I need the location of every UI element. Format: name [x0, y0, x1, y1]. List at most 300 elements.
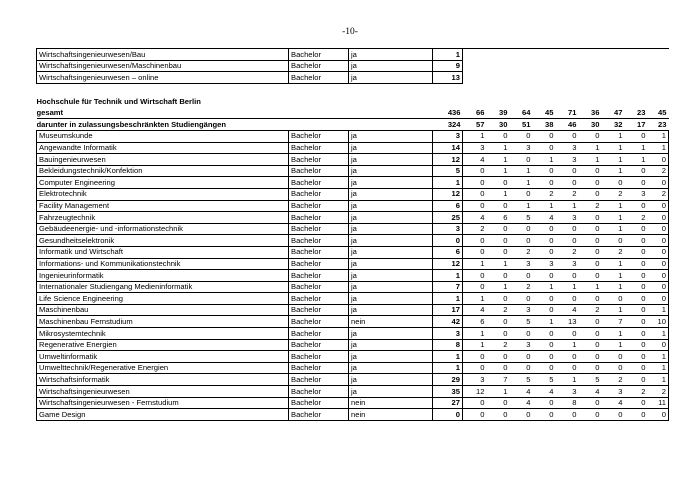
value-cell: 0 — [648, 246, 669, 258]
value-cell: 0 — [625, 130, 648, 142]
degree: Bachelor — [289, 258, 349, 270]
value-cell: 1 — [648, 130, 669, 142]
degree: Bachelor — [289, 409, 349, 421]
value-cell: 0 — [463, 200, 487, 212]
value-cell: 0 — [579, 246, 602, 258]
value-cell: 6 — [463, 316, 487, 328]
value-cell: 0 — [579, 188, 602, 200]
value-cell: 0 — [602, 409, 625, 421]
restricted-total: 324 — [433, 119, 463, 131]
value-cell: 0 — [579, 339, 602, 351]
restricted-value: 30 — [579, 119, 602, 131]
total: 1 — [433, 270, 463, 282]
value-cell: 0 — [556, 270, 579, 282]
value-cell: 4 — [510, 386, 533, 398]
restricted-flag: nein — [349, 397, 433, 409]
value-cell: 0 — [510, 293, 533, 305]
value-cell: 0 — [625, 165, 648, 177]
total: 8 — [433, 339, 463, 351]
value-cell: 2 — [602, 246, 625, 258]
gesamt-value: 45 — [648, 108, 669, 119]
restricted-flag: ja — [349, 304, 433, 316]
value-cell: 0 — [625, 246, 648, 258]
value-cell: 2 — [579, 304, 602, 316]
program-name: Game Design — [37, 409, 289, 421]
total: 5 — [433, 165, 463, 177]
total: 42 — [433, 316, 463, 328]
degree: Bachelor — [289, 386, 349, 398]
value-cell: 0 — [625, 223, 648, 235]
degree: Bachelor — [289, 235, 349, 247]
value-cell: 4 — [463, 304, 487, 316]
value-cell: 0 — [579, 212, 602, 224]
value-cell: 0 — [579, 258, 602, 270]
value-cell: 0 — [648, 409, 669, 421]
table-row — [37, 235, 669, 247]
table-row — [37, 258, 669, 270]
total: 1 — [433, 351, 463, 363]
program-name: Wirtschaftsingenieurwesen/Maschinenbau — [37, 60, 289, 72]
restricted-flag: ja — [349, 130, 433, 142]
value-cell: 4 — [556, 304, 579, 316]
value-cell: 0 — [487, 409, 510, 421]
empty-cell — [463, 49, 669, 61]
value-cell: 2 — [556, 246, 579, 258]
total: 0 — [433, 235, 463, 247]
value-cell: 0 — [463, 165, 487, 177]
value-cell: 12 — [463, 386, 487, 398]
value-cell: 3 — [602, 386, 625, 398]
program-name: Ingenieurinformatik — [37, 270, 289, 282]
program-name: Fahrzeugtechnik — [37, 212, 289, 224]
table-row — [37, 362, 669, 374]
restricted-flag: ja — [349, 246, 433, 258]
total: 13 — [433, 72, 463, 84]
value-cell: 10 — [648, 316, 669, 328]
degree: Bachelor — [289, 270, 349, 282]
value-cell: 0 — [625, 374, 648, 386]
table-row — [37, 154, 669, 166]
restricted-flag: ja — [349, 258, 433, 270]
value-cell: 0 — [487, 397, 510, 409]
table-row — [37, 281, 669, 293]
total: 1 — [433, 362, 463, 374]
value-cell: 1 — [487, 142, 510, 154]
value-cell: 0 — [487, 246, 510, 258]
restricted-value: 46 — [556, 119, 579, 131]
value-cell: 0 — [533, 165, 556, 177]
empty-cell — [463, 72, 669, 84]
value-cell: 0 — [579, 130, 602, 142]
gesamt-row — [37, 108, 669, 119]
value-cell: 1 — [533, 200, 556, 212]
table-row — [37, 72, 669, 84]
restricted-flag: nein — [349, 316, 433, 328]
value-cell: 1 — [602, 165, 625, 177]
value-cell: 0 — [625, 281, 648, 293]
restricted-value: 32 — [602, 119, 625, 131]
value-cell: 0 — [625, 409, 648, 421]
value-cell: 0 — [579, 235, 602, 247]
value-cell: 0 — [487, 177, 510, 189]
degree: Bachelor — [289, 304, 349, 316]
total: 1 — [433, 49, 463, 61]
program-name: Wirtschaftsingenieurwesen – online — [37, 72, 289, 84]
total: 6 — [433, 246, 463, 258]
program-name: Mikrosystemtechnik — [37, 328, 289, 340]
value-cell: 1 — [579, 154, 602, 166]
value-cell: 0 — [579, 270, 602, 282]
program-name: Maschinenbau — [37, 304, 289, 316]
table-row — [37, 328, 669, 340]
value-cell: 4 — [463, 212, 487, 224]
degree: Bachelor — [289, 339, 349, 351]
restricted-label: darunter in zulassungsbeschränkten Studiengängen — [37, 119, 433, 131]
value-cell: 0 — [510, 188, 533, 200]
degree: Bachelor — [289, 177, 349, 189]
value-cell: 0 — [463, 351, 487, 363]
value-cell: 0 — [648, 270, 669, 282]
table-row — [37, 130, 669, 142]
value-cell: 0 — [579, 351, 602, 363]
value-cell: 0 — [487, 316, 510, 328]
degree: Bachelor — [289, 212, 349, 224]
total: 3 — [433, 328, 463, 340]
degree: Bachelor — [289, 223, 349, 235]
empty-cell — [463, 60, 669, 72]
table-row — [37, 374, 669, 386]
degree: Bachelor — [289, 154, 349, 166]
value-cell: 1 — [602, 223, 625, 235]
value-cell: 1 — [487, 386, 510, 398]
value-cell: 0 — [625, 270, 648, 282]
value-cell: 0 — [556, 351, 579, 363]
value-cell: 0 — [625, 351, 648, 363]
value-cell: 1 — [463, 258, 487, 270]
value-cell: 0 — [579, 328, 602, 340]
value-cell: 0 — [625, 200, 648, 212]
restricted-flag: ja — [349, 386, 433, 398]
value-cell: 1 — [533, 316, 556, 328]
value-cell: 3 — [510, 142, 533, 154]
value-cell: 0 — [510, 328, 533, 340]
value-cell: 1 — [463, 328, 487, 340]
table-row — [37, 60, 669, 72]
restricted-flag: ja — [349, 212, 433, 224]
value-cell: 0 — [625, 293, 648, 305]
value-cell: 0 — [648, 223, 669, 235]
value-cell: 0 — [579, 316, 602, 328]
total: 35 — [433, 386, 463, 398]
value-cell: 2 — [579, 200, 602, 212]
value-cell: 0 — [648, 212, 669, 224]
institution-name: Hochschule für Technik und Wirtschaft Berlin — [36, 96, 201, 106]
degree: Bachelor — [289, 374, 349, 386]
program-name: Computer Engineering — [37, 177, 289, 189]
value-cell: 2 — [625, 386, 648, 398]
value-cell: 0 — [487, 328, 510, 340]
value-cell: 13 — [556, 316, 579, 328]
value-cell: 2 — [533, 188, 556, 200]
program-name: Regenerative Energien — [37, 339, 289, 351]
total: 3 — [433, 130, 463, 142]
value-cell: 0 — [463, 270, 487, 282]
value-cell: 1 — [602, 142, 625, 154]
total: 14 — [433, 142, 463, 154]
value-cell: 0 — [463, 362, 487, 374]
value-cell: 1 — [648, 362, 669, 374]
value-cell: 2 — [648, 165, 669, 177]
value-cell: 0 — [648, 339, 669, 351]
value-cell: 7 — [487, 374, 510, 386]
value-cell: 8 — [556, 397, 579, 409]
value-cell: 4 — [602, 397, 625, 409]
value-cell: 3 — [556, 154, 579, 166]
value-cell: 0 — [556, 293, 579, 305]
degree: Bachelor — [289, 351, 349, 363]
degree: Bachelor — [289, 142, 349, 154]
value-cell: 0 — [602, 362, 625, 374]
restricted-flag: ja — [349, 72, 433, 84]
value-cell: 1 — [533, 154, 556, 166]
total: 12 — [433, 188, 463, 200]
restricted-flag: ja — [349, 281, 433, 293]
value-cell: 0 — [487, 270, 510, 282]
value-cell: 0 — [533, 397, 556, 409]
value-cell: 5 — [533, 374, 556, 386]
program-name: Umweltinformatik — [37, 351, 289, 363]
table-row — [37, 304, 669, 316]
value-cell: 0 — [533, 304, 556, 316]
table-row — [37, 246, 669, 258]
value-cell: 1 — [556, 339, 579, 351]
value-cell: 0 — [579, 223, 602, 235]
value-cell: 2 — [487, 304, 510, 316]
value-cell: 0 — [648, 200, 669, 212]
gesamt-total: 436 — [433, 108, 463, 119]
page-number: -10- — [342, 27, 358, 37]
restricted-value: 57 — [463, 119, 487, 131]
total: 17 — [433, 304, 463, 316]
value-cell: 0 — [625, 397, 648, 409]
program-name: Informations- und Kommunikationstechnik — [37, 258, 289, 270]
table-row — [37, 316, 669, 328]
value-cell: 0 — [625, 235, 648, 247]
institution-block — [37, 83, 669, 130]
value-cell: 1 — [602, 339, 625, 351]
value-cell: 2 — [487, 339, 510, 351]
value-cell: 4 — [579, 386, 602, 398]
value-cell: 3 — [510, 339, 533, 351]
value-cell: 0 — [463, 235, 487, 247]
value-cell: 1 — [648, 328, 669, 340]
degree: Bachelor — [289, 200, 349, 212]
value-cell: 3 — [556, 142, 579, 154]
table-row — [37, 351, 669, 363]
value-cell: 5 — [510, 374, 533, 386]
restricted-flag: ja — [349, 165, 433, 177]
value-cell: 0 — [579, 165, 602, 177]
degree: Bachelor — [289, 188, 349, 200]
value-cell: 1 — [648, 351, 669, 363]
total: 6 — [433, 200, 463, 212]
value-cell: 1 — [487, 258, 510, 270]
statistics-table — [36, 48, 669, 421]
restricted-flag: ja — [349, 60, 433, 72]
value-cell: 0 — [625, 328, 648, 340]
value-cell: 3 — [510, 258, 533, 270]
value-cell: 3 — [556, 212, 579, 224]
value-cell: 0 — [487, 200, 510, 212]
program-name: Internationaler Studiengang Medieninformatik — [37, 281, 289, 293]
value-cell: 0 — [648, 258, 669, 270]
program-rows — [37, 130, 669, 420]
degree: Bachelor — [289, 362, 349, 374]
value-cell: 0 — [533, 409, 556, 421]
value-cell: 3 — [533, 258, 556, 270]
total: 7 — [433, 281, 463, 293]
value-cell: 0 — [533, 339, 556, 351]
value-cell: 0 — [556, 130, 579, 142]
value-cell: 2 — [648, 188, 669, 200]
value-cell: 0 — [487, 362, 510, 374]
value-cell: 2 — [463, 223, 487, 235]
gesamt-value: 47 — [602, 108, 625, 119]
table-row — [37, 212, 669, 224]
value-cell: 0 — [487, 293, 510, 305]
value-cell: 1 — [602, 130, 625, 142]
program-name: Gebäudeenergie- und -informationstechnik — [37, 223, 289, 235]
value-cell: 0 — [533, 362, 556, 374]
value-cell: 2 — [648, 386, 669, 398]
value-cell: 0 — [510, 154, 533, 166]
table-row — [37, 223, 669, 235]
table-row — [37, 177, 669, 189]
value-cell: 0 — [579, 362, 602, 374]
value-cell: 1 — [556, 200, 579, 212]
program-name: Informatik und Wirtschaft — [37, 246, 289, 258]
value-cell: 0 — [556, 223, 579, 235]
degree: Bachelor — [289, 397, 349, 409]
value-cell: 0 — [625, 316, 648, 328]
value-cell: 0 — [463, 281, 487, 293]
restricted-flag: ja — [349, 200, 433, 212]
value-cell: 0 — [533, 246, 556, 258]
value-cell: 3 — [510, 304, 533, 316]
program-name: Angewandte Informatik — [37, 142, 289, 154]
table-row — [37, 200, 669, 212]
value-cell: 0 — [510, 223, 533, 235]
value-cell: 1 — [463, 293, 487, 305]
value-cell: 0 — [579, 409, 602, 421]
value-cell: 1 — [463, 339, 487, 351]
program-name: Bauingenieurwesen — [37, 154, 289, 166]
value-cell: 3 — [625, 188, 648, 200]
value-cell: 3 — [556, 258, 579, 270]
value-cell: 1 — [487, 188, 510, 200]
value-cell: 1 — [579, 142, 602, 154]
value-cell: 0 — [463, 397, 487, 409]
restricted-flag: ja — [349, 177, 433, 189]
value-cell: 3 — [463, 374, 487, 386]
restricted-flag: ja — [349, 328, 433, 340]
table-row — [37, 49, 669, 61]
program-name: Facility Management — [37, 200, 289, 212]
program-name: Elektrotechnik — [37, 188, 289, 200]
value-cell: 1 — [648, 374, 669, 386]
value-cell: 0 — [463, 246, 487, 258]
value-cell: 0 — [510, 409, 533, 421]
gesamt-value: 66 — [463, 108, 487, 119]
value-cell: 2 — [625, 212, 648, 224]
value-cell: 1 — [602, 212, 625, 224]
value-cell: 1 — [602, 154, 625, 166]
restricted-value: 23 — [648, 119, 669, 131]
value-cell: 1 — [602, 200, 625, 212]
gesamt-value: 36 — [579, 108, 602, 119]
value-cell: 0 — [533, 351, 556, 363]
gesamt-value: 23 — [625, 108, 648, 119]
value-cell: 0 — [625, 339, 648, 351]
value-cell: 1 — [602, 328, 625, 340]
value-cell: 0 — [625, 362, 648, 374]
value-cell: 0 — [579, 397, 602, 409]
value-cell: 0 — [510, 351, 533, 363]
value-cell: 1 — [602, 304, 625, 316]
program-name: Bekleidungstechnik/Konfektion — [37, 165, 289, 177]
value-cell: 1 — [579, 281, 602, 293]
value-cell: 4 — [533, 212, 556, 224]
value-cell: 0 — [533, 142, 556, 154]
restricted-flag: ja — [349, 188, 433, 200]
value-cell: 1 — [625, 142, 648, 154]
value-cell: 0 — [648, 177, 669, 189]
program-name: Umwelttechnik/Regenerative Energien — [37, 362, 289, 374]
value-cell: 0 — [533, 177, 556, 189]
value-cell: 0 — [533, 328, 556, 340]
program-name: Life Science Engineering — [37, 293, 289, 305]
value-cell: 0 — [579, 293, 602, 305]
value-cell: 1 — [510, 200, 533, 212]
value-cell: 3 — [556, 386, 579, 398]
value-cell: 0 — [648, 154, 669, 166]
value-cell: 0 — [487, 223, 510, 235]
value-cell: 0 — [648, 281, 669, 293]
top-rows — [37, 49, 669, 84]
table-row — [37, 165, 669, 177]
table-row — [37, 142, 669, 154]
restricted-flag: ja — [349, 293, 433, 305]
restricted-flag: ja — [349, 223, 433, 235]
value-cell: 0 — [487, 235, 510, 247]
value-cell: 0 — [602, 177, 625, 189]
value-cell: 0 — [533, 270, 556, 282]
restricted-flag: ja — [349, 270, 433, 282]
restricted-value: 30 — [487, 119, 510, 131]
degree: Bachelor — [289, 165, 349, 177]
value-cell: 1 — [556, 281, 579, 293]
value-cell: 6 — [487, 212, 510, 224]
program-name: Gesundheitselektronik — [37, 235, 289, 247]
value-cell: 0 — [463, 177, 487, 189]
total: 29 — [433, 374, 463, 386]
value-cell: 7 — [602, 316, 625, 328]
total: 27 — [433, 397, 463, 409]
restricted-flag: ja — [349, 49, 433, 61]
value-cell: 0 — [487, 351, 510, 363]
table-row — [37, 293, 669, 305]
value-cell: 0 — [556, 328, 579, 340]
